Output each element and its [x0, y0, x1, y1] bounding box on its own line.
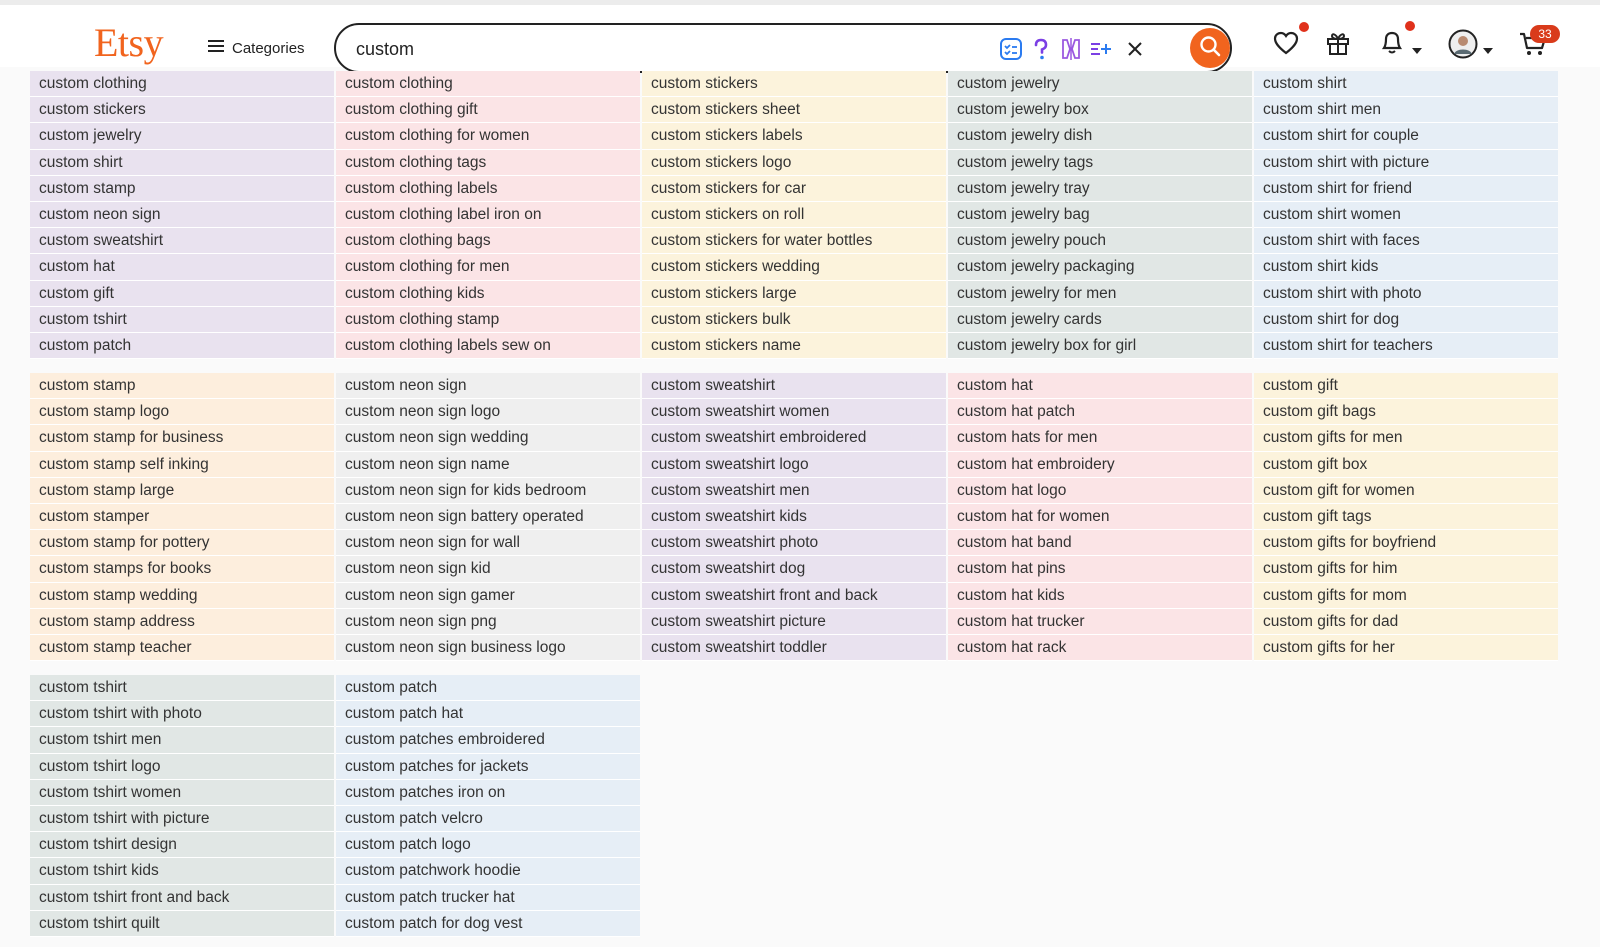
suggestion-item[interactable]: custom tshirt men: [30, 727, 334, 753]
suggestion-item[interactable]: custom neon sign gamer: [336, 583, 640, 609]
suggestion-group: [30, 675, 334, 937]
suggestion-item[interactable]: custom gifts for boyfriend: [1254, 530, 1558, 556]
suggestion-item[interactable]: custom patch trucker hat: [336, 885, 640, 911]
suggestion-group: [1254, 373, 1558, 661]
suggestion-item[interactable]: custom jewelry: [948, 71, 1252, 97]
suggestion-item[interactable]: custom shirt for dog: [1254, 307, 1558, 333]
suggestion-item[interactable]: custom stickers labels: [642, 123, 946, 149]
suggestion-item[interactable]: custom hat pins: [948, 556, 1252, 582]
suggestion-group: [336, 71, 640, 359]
suggestion-item[interactable]: custom neon sign business logo: [336, 635, 640, 661]
suggestion-item[interactable]: custom clothing gift: [336, 97, 640, 123]
list-add-extension-icon[interactable]: [1088, 36, 1114, 62]
suggestion-item[interactable]: custom jewelry cards: [948, 307, 1252, 333]
suggestion-item[interactable]: custom patchwork hoodie: [336, 858, 640, 884]
categories-button[interactable]: [208, 35, 305, 61]
favorites-heart-icon[interactable]: [1272, 29, 1300, 62]
suggestion-item[interactable]: custom stickers for car: [642, 176, 946, 202]
suggestion-item[interactable]: custom tshirt women: [30, 780, 334, 806]
suggestion-item[interactable]: custom stickers bulk: [642, 307, 946, 333]
suggestion-item[interactable]: custom stamp self inking: [30, 452, 334, 478]
suggestion-item[interactable]: custom neon sign name: [336, 452, 640, 478]
search-bar: [334, 23, 1232, 73]
suggestion-group: [336, 675, 640, 937]
suggestion-item[interactable]: custom shirt with picture: [1254, 150, 1558, 176]
suggestion-item[interactable]: custom neon sign: [336, 373, 640, 399]
suggestion-item[interactable]: custom tshirt kids: [30, 858, 334, 884]
notifications-dot: [1405, 21, 1415, 31]
suggestion-item[interactable]: custom jewelry bag: [948, 202, 1252, 228]
suggestion-item[interactable]: custom patch logo: [336, 832, 640, 858]
suggestion-item[interactable]: custom tshirt front and back: [30, 885, 334, 911]
suggestion-item[interactable]: custom stamp wedding: [30, 583, 334, 609]
suggestion-item[interactable]: custom hat patch: [948, 399, 1252, 425]
suggestion-item[interactable]: custom patches for jackets: [336, 754, 640, 780]
suggestion-item[interactable]: custom stickers: [30, 97, 334, 123]
compare-extension-icon[interactable]: [1058, 36, 1084, 62]
suggestion-item[interactable]: custom sweatshirt front and back: [642, 583, 946, 609]
suggestion-item[interactable]: custom gifts for mom: [1254, 583, 1558, 609]
suggestion-item[interactable]: custom patch: [336, 675, 640, 701]
suggestion-item[interactable]: custom clothing label iron on: [336, 202, 640, 228]
suggestion-item[interactable]: custom stamp logo: [30, 399, 334, 425]
chevron-down-icon[interactable]: [1411, 42, 1423, 60]
suggestion-item[interactable]: custom jewelry tray: [948, 176, 1252, 202]
suggestion-item[interactable]: custom tshirt logo: [30, 754, 334, 780]
suggestion-item[interactable]: custom gift bags: [1254, 399, 1558, 425]
suggestion-item[interactable]: custom jewelry pouch: [948, 228, 1252, 254]
menu-icon: [208, 39, 224, 58]
suggestion-item[interactable]: custom gift: [30, 281, 334, 307]
suggestion-item[interactable]: custom stamp address: [30, 609, 334, 635]
suggestion-item[interactable]: custom gift for women: [1254, 478, 1558, 504]
avatar[interactable]: [1448, 29, 1478, 64]
suggestion-item[interactable]: custom clothing tags: [336, 150, 640, 176]
suggestion-item[interactable]: custom gifts for men: [1254, 425, 1558, 451]
suggestion-item[interactable]: custom sweatshirt toddler: [642, 635, 946, 661]
suggestion-item[interactable]: custom hat for women: [948, 504, 1252, 530]
suggestion-item[interactable]: custom stamp large: [30, 478, 334, 504]
suggestion-item[interactable]: custom neon sign for kids bedroom: [336, 478, 640, 504]
suggestion-item[interactable]: custom hat embroidery: [948, 452, 1252, 478]
suggestion-item[interactable]: custom hat logo: [948, 478, 1252, 504]
suggestion-item[interactable]: custom stickers sheet: [642, 97, 946, 123]
suggestion-item[interactable]: custom sweatshirt men: [642, 478, 946, 504]
suggestion-item[interactable]: custom sweatshirt picture: [642, 609, 946, 635]
suggestion-item[interactable]: custom gift: [1254, 373, 1558, 399]
clear-search-icon[interactable]: [1122, 36, 1148, 62]
search-icon: [1198, 34, 1222, 63]
favorites-notification-dot: [1299, 22, 1309, 32]
checklist-extension-icon[interactable]: [998, 36, 1024, 62]
suggestion-item[interactable]: custom clothing labels: [336, 176, 640, 202]
gift-icon[interactable]: [1324, 29, 1352, 62]
suggestion-item[interactable]: custom stickers name: [642, 333, 946, 359]
suggestion-item[interactable]: custom tshirt: [30, 307, 334, 333]
suggestion-item[interactable]: custom stickers logo: [642, 150, 946, 176]
etsy-logo[interactable]: Etsy: [94, 20, 164, 65]
suggestion-item[interactable]: custom sweatshirt kids: [642, 504, 946, 530]
suggestion-item[interactable]: custom shirt with photo: [1254, 281, 1558, 307]
suggestion-item[interactable]: custom shirt: [1254, 71, 1558, 97]
suggestion-item[interactable]: custom hat: [948, 373, 1252, 399]
suggestion-item[interactable]: custom tshirt: [30, 675, 334, 701]
suggestion-item[interactable]: custom stickers large: [642, 281, 946, 307]
suggestion-item[interactable]: custom stickers on roll: [642, 202, 946, 228]
cart-count-badge: 33: [1530, 25, 1560, 43]
suggestion-item[interactable]: custom clothing bags: [336, 228, 640, 254]
suggestion-item[interactable]: custom tshirt quilt: [30, 911, 334, 937]
suggestion-group: [336, 373, 640, 661]
suggestion-item[interactable]: custom stamp: [30, 176, 334, 202]
suggestion-item[interactable]: custom sweatshirt women: [642, 399, 946, 425]
suggestion-item[interactable]: custom sweatshirt embroidered: [642, 425, 946, 451]
suggestion-item[interactable]: custom stamp for business: [30, 425, 334, 451]
chevron-down-icon[interactable]: [1482, 42, 1494, 60]
suggestion-item[interactable]: custom gifts for her: [1254, 635, 1558, 661]
suggestion-item[interactable]: custom stamper: [30, 504, 334, 530]
suggestion-item[interactable]: custom hat: [30, 254, 334, 280]
suggestion-item[interactable]: custom hats for men: [948, 425, 1252, 451]
suggestion-item[interactable]: custom neon sign kid: [336, 556, 640, 582]
suggestion-group: [948, 373, 1252, 661]
suggestion-item[interactable]: custom tshirt design: [30, 832, 334, 858]
suggestion-group: [30, 373, 334, 661]
suggestion-item[interactable]: custom clothing kids: [336, 281, 640, 307]
suggestion-item[interactable]: custom neon sign wedding: [336, 425, 640, 451]
suggestion-item[interactable]: custom stickers for water bottles: [642, 228, 946, 254]
suggestion-item[interactable]: custom gifts for him: [1254, 556, 1558, 582]
search-input[interactable]: [354, 35, 978, 63]
suggestion-item[interactable]: custom neon sign: [30, 202, 334, 228]
suggestion-item[interactable]: custom shirt for friend: [1254, 176, 1558, 202]
suggestion-item[interactable]: custom jewelry for men: [948, 281, 1252, 307]
suggestion-item[interactable]: custom shirt men: [1254, 97, 1558, 123]
suggestion-item[interactable]: custom sweatshirt: [642, 373, 946, 399]
suggestion-item[interactable]: custom gifts for dad: [1254, 609, 1558, 635]
suggestion-item[interactable]: custom patch velcro: [336, 806, 640, 832]
suggestion-item[interactable]: custom shirt with faces: [1254, 228, 1558, 254]
suggestion-item[interactable]: custom neon sign for wall: [336, 530, 640, 556]
suggestion-item[interactable]: custom gift box: [1254, 452, 1558, 478]
suggestion-item[interactable]: custom stamps for books: [30, 556, 334, 582]
suggestion-item[interactable]: custom clothing: [30, 71, 334, 97]
suggestion-item[interactable]: custom patches embroidered: [336, 727, 640, 753]
suggestion-item[interactable]: custom tshirt with picture: [30, 806, 334, 832]
suggestion-item[interactable]: custom shirt for teachers: [1254, 333, 1558, 359]
suggestion-item[interactable]: custom hat band: [948, 530, 1252, 556]
suggestion-item[interactable]: custom patch: [30, 333, 334, 359]
suggestion-item[interactable]: custom clothing labels sew on: [336, 333, 640, 359]
suggestion-item[interactable]: custom shirt women: [1254, 202, 1558, 228]
question-extension-icon[interactable]: [1028, 36, 1054, 62]
suggestion-item[interactable]: custom sweatshirt photo: [642, 530, 946, 556]
suggestion-group: [1254, 71, 1558, 359]
suggestion-item[interactable]: custom neon sign logo: [336, 399, 640, 425]
suggestion-item[interactable]: custom neon sign battery operated: [336, 504, 640, 530]
suggestion-item[interactable]: custom sweatshirt dog: [642, 556, 946, 582]
suggestion-item[interactable]: custom patch hat: [336, 701, 640, 727]
suggestion-item[interactable]: custom stamp teacher: [30, 635, 334, 661]
suggestion-item[interactable]: custom hat trucker: [948, 609, 1252, 635]
suggestion-item[interactable]: custom tshirt with photo: [30, 701, 334, 727]
suggestion-item[interactable]: custom clothing for women: [336, 123, 640, 149]
suggestion-item[interactable]: custom jewelry tags: [948, 150, 1252, 176]
suggestion-item[interactable]: custom stamp for pottery: [30, 530, 334, 556]
suggestion-item[interactable]: custom jewelry dish: [948, 123, 1252, 149]
suggestion-item[interactable]: custom shirt for couple: [1254, 123, 1558, 149]
suggestion-group: [948, 71, 1252, 359]
header: [0, 5, 1600, 67]
suggestion-item[interactable]: custom patches iron on: [336, 780, 640, 806]
suggestion-group: [642, 71, 946, 359]
suggestion-item[interactable]: custom gift tags: [1254, 504, 1558, 530]
suggestion-item[interactable]: custom clothing stamp: [336, 307, 640, 333]
suggestion-item[interactable]: custom hat kids: [948, 583, 1252, 609]
suggestion-item[interactable]: custom jewelry box for girl: [948, 333, 1252, 359]
suggestion-item[interactable]: custom clothing for men: [336, 254, 640, 280]
suggestion-item[interactable]: custom sweatshirt logo: [642, 452, 946, 478]
suggestion-item[interactable]: custom hat rack: [948, 635, 1252, 661]
notifications-bell-icon[interactable]: [1378, 28, 1406, 61]
suggestion-item[interactable]: custom clothing: [336, 71, 640, 97]
suggestion-item[interactable]: custom jewelry packaging: [948, 254, 1252, 280]
suggestion-item[interactable]: custom jewelry: [30, 123, 334, 149]
suggestion-item[interactable]: custom sweatshirt: [30, 228, 334, 254]
suggestion-group: [30, 71, 334, 359]
categories-label: Categories: [232, 39, 305, 57]
suggestion-item[interactable]: custom jewelry box: [948, 97, 1252, 123]
suggestion-item[interactable]: custom shirt kids: [1254, 254, 1558, 280]
search-button[interactable]: [1190, 28, 1230, 68]
suggestion-item[interactable]: custom stamp: [30, 373, 334, 399]
suggestion-group: [642, 373, 946, 661]
suggestion-item[interactable]: custom stickers wedding: [642, 254, 946, 280]
suggestion-item[interactable]: custom stickers: [642, 71, 946, 97]
suggestion-item[interactable]: custom patch for dog vest: [336, 911, 640, 937]
suggestion-item[interactable]: custom shirt: [30, 150, 334, 176]
suggestion-item[interactable]: custom neon sign png: [336, 609, 640, 635]
